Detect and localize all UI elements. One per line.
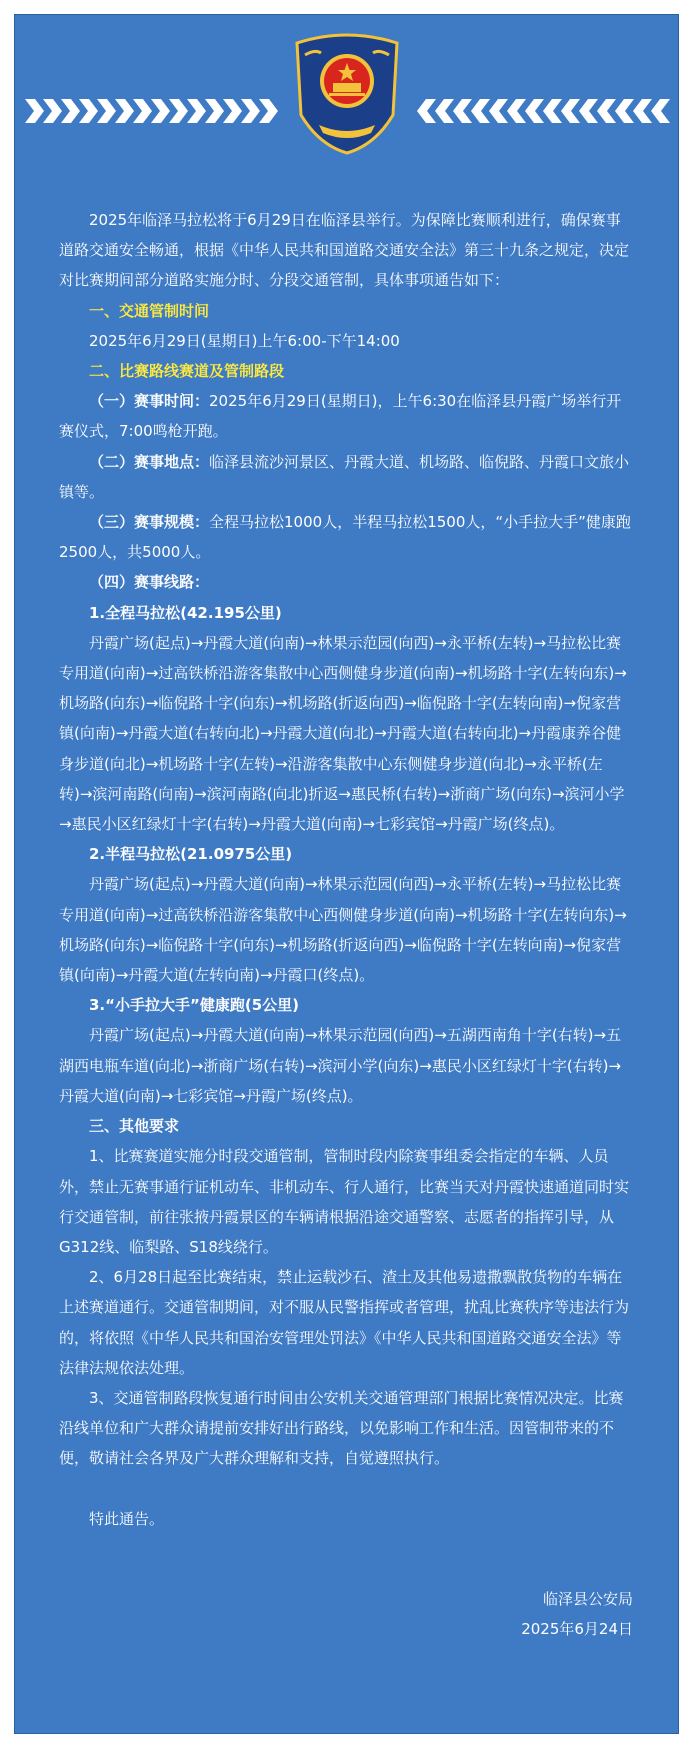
- event-time-paragraph: [59, 386, 633, 446]
- event-scale-paragraph: [59, 507, 633, 567]
- requirement-item: 1、比赛赛道实施分时段交通管制，管制时段内除赛事组委会指定的车辆、人员外，禁止无赛事通行证机动车、非机动车、行人通行，比赛当天对丹霞快速通道同时实行交通管制，前往张掖丹霞景区的车辆请根据沿途交通警察、志愿者的指挥引导，从G312线、临梨路、S18线绕行。: [59, 1147, 630, 1256]
- event-scale-label: （三）赛事规模：: [89, 513, 210, 532]
- half-marathon-heading: 2.半程马拉松(21.0975公里): [89, 845, 293, 864]
- fun-run-heading: 3.“小手拉大手”健康跑(5公里): [89, 996, 300, 1015]
- issue-date: 2025年6月24日: [521, 1619, 633, 1638]
- full-marathon-heading: 1.全程马拉松(42.195公里): [89, 603, 282, 622]
- event-place-text: 临泽县流沙河景区、丹霞大道、机场路、临倪路、丹霞口文旅小镇等。: [59, 452, 630, 501]
- left-chevron-band: [25, 99, 278, 123]
- control-time-text: 2025年6月29日(星期日)上午6:00-下午14:00: [89, 331, 400, 350]
- section-heading: 三、其他要求: [89, 1117, 180, 1136]
- event-place-label: （二）赛事地点：: [89, 452, 210, 471]
- right-chevron-band: [417, 99, 670, 123]
- notice-body: [59, 205, 633, 1644]
- route-label: （四）赛事线路：: [89, 573, 210, 592]
- notice-panel: [14, 14, 679, 1734]
- half-marathon-route: 丹霞广场(起点)→丹霞大道(向南)→林果示范园(向西)→永平桥(左转)→马拉松比赛专用道(向南)→过高铁桥沿游客集散中心西侧健身步道(向南)→机场路十字(左转向东)→机场路(向东)→临倪路十字(向东)→机场路(折返向西)→临倪路十字(左转向南)→倪家营镇(向南)→丹霞大道(左转向南)→丹霞口(终点)。: [59, 875, 627, 985]
- closing-text: 特此通告。: [89, 1509, 165, 1528]
- section-heading: 二、比赛路线赛道及管制路段: [89, 362, 285, 381]
- event-scale-text: 全程马拉松1000人，半程马拉松1500人，“小手拉大手”健康跑2500人，共5000人。: [59, 513, 631, 562]
- fun-run-route: 丹霞广场(起点)→丹霞大道(向南)→林果示范园(向西)→五湖西南角十字(右转)→五湖西电瓶车道(向北)→浙商广场(右转)→滨河小学(向东)→惠民小区红绿灯十字(右转)→丹霞大道(向南)→七彩宾馆→丹霞广场(终点)。: [59, 1026, 622, 1105]
- requirement-item: 2、6月28日起至比赛结束，禁止运载沙石、渣土及其他易遗撒飘散货物的车辆在上述赛道通行。交通管制期间，对不服从民警指挥或者管理，扰乱比赛秩序等违法行为的，将依照《中华人民共和国治安管理处罚法》《中华人民共和国道路交通安全法》等法律法规依法处理。: [59, 1268, 630, 1377]
- event-time-text: 2025年6月29日(星期日)，上午6:30在临泽县丹霞广场举行开赛仪式，7:00鸣枪开跑。: [59, 392, 622, 441]
- police-badge-icon: [297, 35, 397, 153]
- issuer-name: 临泽县公安局: [542, 1589, 633, 1608]
- intro-paragraph: 2025年临泽马拉松将于6月29日在临泽县举行。为保障比赛顺利进行，确保赛事道路交通安全畅通，根据《中华人民共和国道路交通安全法》第三十九条之规定，决定对比赛期间部分道路实施分时、分段交通管制，具体事项通告如下：: [59, 211, 630, 290]
- section-heading: 一、交通管制时间: [89, 301, 210, 320]
- police-emblem-header: [15, 15, 680, 165]
- event-time-label: （一）赛事时间：: [89, 392, 210, 411]
- full-marathon-route: 丹霞广场(起点)→丹霞大道(向南)→林果示范园(向西)→永平桥(左转)→马拉松比赛专用道(向南)→过高铁桥沿游客集散中心西侧健身步道(向南)→机场路十字(左转向东)→机场路(向东)→临倪路十字(向东)→机场路(折返向西)→临倪路十字(左转向南)→倪家营镇(向南)→丹霞大道(右转向北)→丹霞大道(向北)→丹霞大道(右转向北)→丹霞康养谷健身步道(向北)→机场路十字(左转)→沿游客集散中心东侧健身步道(向北)→永平桥(左转)→滨河南路(向南)→滨河南路(向北)折返→惠民桥(右转)→浙商广场(向东)→滨河小学→惠民小区红绿灯十字(右转)→丹霞大道(向南)→七彩宾馆→丹霞广场(终点)。: [59, 633, 627, 834]
- requirement-item: 3、交通管制路段恢复通行时间由公安机关交通管理部门根据比赛情况决定。比赛沿线单位和广大群众请提前安排好出行路线，以免影响工作和生活。因管制带来的不便，敬请社会各界及广大群众理解和支持，自觉遵照执行。: [59, 1388, 624, 1468]
- event-place-paragraph: [59, 447, 633, 507]
